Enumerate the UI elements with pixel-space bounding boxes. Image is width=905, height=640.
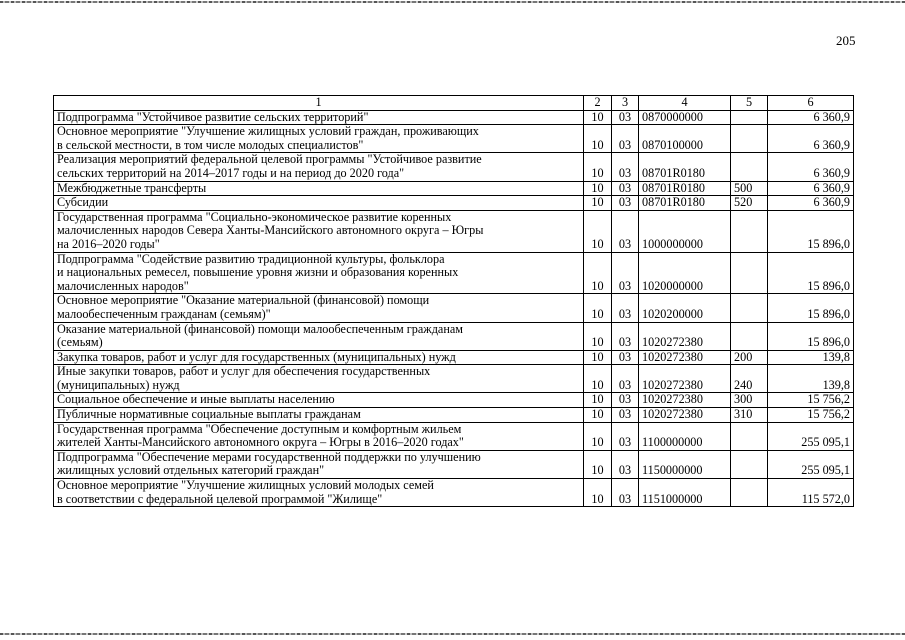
row-name-cell: Основное мероприятие "Улучшение жилищных условий граждан, проживающих в сельской местности, в том числе молодых специалистов": [54, 125, 584, 153]
subsection-cell: 03: [612, 294, 639, 322]
column-header: 5: [731, 96, 768, 111]
row-name-cell: Основное мероприятие "Улучшение жилищных условий молодых семей в соответствии с федеральной целевой программой "Жилище": [54, 479, 584, 507]
row-name-cell: Основное мероприятие "Оказание материальной (финансовой) помощи малообеспеченным гражданам (семьям)": [54, 294, 584, 322]
section-cell: 10: [584, 252, 612, 294]
section-cell: 10: [584, 125, 612, 153]
section-cell: 10: [584, 422, 612, 450]
section-cell: 10: [584, 196, 612, 211]
expense-type-cell: [731, 450, 768, 478]
table-row: [54, 350, 854, 365]
amount-cell: 15 896,0: [768, 210, 854, 252]
target-article-cell: 0870100000: [639, 125, 731, 153]
amount-cell: 15 896,0: [768, 252, 854, 294]
section-cell: 10: [584, 393, 612, 408]
target-article-cell: 1100000000: [639, 422, 731, 450]
amount-cell: 15 756,2: [768, 393, 854, 408]
expense-type-cell: [731, 210, 768, 252]
amount-cell: 139,8: [768, 365, 854, 393]
target-article-cell: 1000000000: [639, 210, 731, 252]
table-row: [54, 479, 854, 507]
expense-type-cell: 200: [731, 350, 768, 365]
row-name-cell: Подпрограмма "Устойчивое развитие сельских территорий": [54, 110, 584, 125]
subsection-cell: 03: [612, 153, 639, 181]
table-row: [54, 450, 854, 478]
expense-type-cell: [731, 422, 768, 450]
section-cell: 10: [584, 408, 612, 423]
expense-type-cell: 310: [731, 408, 768, 423]
target-article-cell: 1151000000: [639, 479, 731, 507]
expense-type-cell: [731, 110, 768, 125]
amount-cell: 6 360,9: [768, 153, 854, 181]
row-name-cell: Государственная программа "Социально-экономическое развитие коренных малочисленных народов Севера Ханты-Мансийского автономного округа – Югры на 2016–2020 годы": [54, 210, 584, 252]
target-article-cell: 1020200000: [639, 294, 731, 322]
scan-edge-bottom: [0, 633, 905, 635]
target-article-cell: 08701R0180: [639, 181, 731, 196]
expense-type-cell: [731, 125, 768, 153]
target-article-cell: 1020272380: [639, 393, 731, 408]
table-row: [54, 125, 854, 153]
subsection-cell: 03: [612, 181, 639, 196]
row-name-cell: Реализация мероприятий федеральной целевой программы "Устойчивое развитие сельских территорий на 2014–2017 годы и на период до 2020 года": [54, 153, 584, 181]
subsection-cell: 03: [612, 125, 639, 153]
table-row: [54, 322, 854, 350]
subsection-cell: 03: [612, 393, 639, 408]
table-row: [54, 252, 854, 294]
expense-type-cell: [731, 322, 768, 350]
section-cell: 10: [584, 479, 612, 507]
amount-cell: 139,8: [768, 350, 854, 365]
section-cell: 10: [584, 110, 612, 125]
row-name-cell: Субсидии: [54, 196, 584, 211]
scan-edge-top: [0, 1, 905, 3]
amount-cell: 15 896,0: [768, 322, 854, 350]
expense-type-cell: [731, 479, 768, 507]
amount-cell: 255 095,1: [768, 450, 854, 478]
amount-cell: 6 360,9: [768, 110, 854, 125]
subsection-cell: 03: [612, 365, 639, 393]
column-header: 2: [584, 96, 612, 111]
amount-cell: 6 360,9: [768, 196, 854, 211]
target-article-cell: 08701R0180: [639, 153, 731, 181]
target-article-cell: 1020272380: [639, 350, 731, 365]
table-row: [54, 181, 854, 196]
row-name-cell: Оказание материальной (финансовой) помощи малообеспеченным гражданам (семьям): [54, 322, 584, 350]
subsection-cell: 03: [612, 350, 639, 365]
expense-type-cell: [731, 294, 768, 322]
row-name-cell: Межбюджетные трансферты: [54, 181, 584, 196]
table-row: [54, 294, 854, 322]
subsection-cell: 03: [612, 322, 639, 350]
expense-type-cell: 240: [731, 365, 768, 393]
section-cell: 10: [584, 350, 612, 365]
amount-cell: 15 896,0: [768, 294, 854, 322]
expense-type-cell: [731, 252, 768, 294]
section-cell: 10: [584, 294, 612, 322]
table-row: [54, 196, 854, 211]
target-article-cell: 1020272380: [639, 365, 731, 393]
table-row: [54, 393, 854, 408]
table-row: [54, 408, 854, 423]
target-article-cell: 1150000000: [639, 450, 731, 478]
target-article-cell: 08701R0180: [639, 196, 731, 211]
row-name-cell: Иные закупки товаров, работ и услуг для обеспечения государственных (муниципальных) нужд: [54, 365, 584, 393]
table-row: [54, 110, 854, 125]
subsection-cell: 03: [612, 479, 639, 507]
target-article-cell: 1020000000: [639, 252, 731, 294]
amount-cell: 6 360,9: [768, 125, 854, 153]
row-name-cell: Государственная программа "Обеспечение доступным и комфортным жильем жителей Ханты-Мансийского автономного округа – Югры в 2016–2020 годах": [54, 422, 584, 450]
target-article-cell: 0870000000: [639, 110, 731, 125]
subsection-cell: 03: [612, 110, 639, 125]
expense-type-cell: [731, 153, 768, 181]
column-header: 6: [768, 96, 854, 111]
subsection-cell: 03: [612, 252, 639, 294]
subsection-cell: 03: [612, 422, 639, 450]
expense-type-cell: 520: [731, 196, 768, 211]
section-cell: 10: [584, 210, 612, 252]
table-header-row: [54, 96, 854, 111]
table-row: [54, 365, 854, 393]
row-name-cell: Подпрограмма "Содействие развитию традиционной культуры, фольклора и национальных ремесел, повышение уровня жизни и образования коренных малочисленных народов": [54, 252, 584, 294]
amount-cell: 255 095,1: [768, 422, 854, 450]
column-header: 3: [612, 96, 639, 111]
section-cell: 10: [584, 450, 612, 478]
column-header: 1: [54, 96, 584, 111]
row-name-cell: Публичные нормативные социальные выплаты гражданам: [54, 408, 584, 423]
row-name-cell: Закупка товаров, работ и услуг для государственных (муниципальных) нужд: [54, 350, 584, 365]
subsection-cell: 03: [612, 210, 639, 252]
column-header: 4: [639, 96, 731, 111]
section-cell: 10: [584, 181, 612, 196]
section-cell: 10: [584, 322, 612, 350]
budget-table: [53, 95, 854, 507]
amount-cell: 15 756,2: [768, 408, 854, 423]
section-cell: 10: [584, 153, 612, 181]
subsection-cell: 03: [612, 196, 639, 211]
amount-cell: 6 360,9: [768, 181, 854, 196]
amount-cell: 115 572,0: [768, 479, 854, 507]
table-row: [54, 153, 854, 181]
table-row: [54, 422, 854, 450]
expense-type-cell: 300: [731, 393, 768, 408]
table-row: [54, 210, 854, 252]
row-name-cell: Подпрограмма "Обеспечение мерами государственной поддержки по улучшению жилищных условий отдельных категорий граждан": [54, 450, 584, 478]
page-number: 205: [836, 33, 856, 48]
expense-type-cell: 500: [731, 181, 768, 196]
subsection-cell: 03: [612, 408, 639, 423]
subsection-cell: 03: [612, 450, 639, 478]
target-article-cell: 1020272380: [639, 408, 731, 423]
row-name-cell: Социальное обеспечение и иные выплаты населению: [54, 393, 584, 408]
section-cell: 10: [584, 365, 612, 393]
target-article-cell: 1020272380: [639, 322, 731, 350]
